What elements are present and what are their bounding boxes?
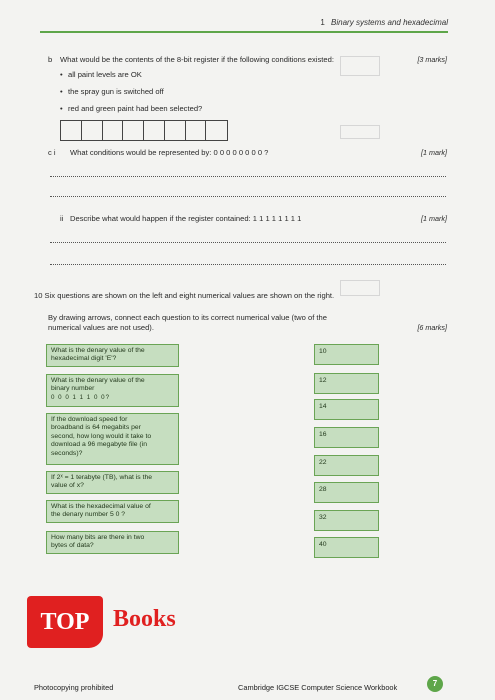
- question-box[interactable]: [46, 531, 179, 554]
- q9ci-marks: [1 mark]: [421, 148, 447, 157]
- value-box[interactable]: 10: [314, 344, 379, 365]
- q10-intro: 10 Six questions are shown on the left and eight numerical values are shown on the right.: [34, 291, 335, 300]
- q9ci-text: What conditions would be represented by: 0 0 0 0 0 0 0 0 ?: [70, 148, 269, 157]
- question-line: seconds)?: [51, 449, 83, 457]
- question-box[interactable]: [46, 344, 179, 367]
- question-line: What is the hexadecimal value of: [51, 503, 151, 510]
- q9b-bullet: • the spray gun is switched off: [68, 87, 164, 97]
- q9b-label: b: [48, 55, 53, 64]
- question-line: bytes of data?: [51, 542, 94, 550]
- register-cell[interactable]: [165, 121, 186, 140]
- q9cii-label: ii: [60, 214, 64, 223]
- chapter-number: 1: [320, 18, 325, 27]
- q9cii-text: Describe what would happen if the register contained: 1 1 1 1 1 1 1 1: [70, 214, 302, 223]
- page-number-badge: 7: [427, 676, 443, 692]
- value-box[interactable]: 28: [314, 482, 379, 503]
- value-box[interactable]: 14: [314, 399, 379, 420]
- question-line: If 2ˣ = 1 terabyte (TB), what is the: [51, 474, 153, 481]
- q9b-bullet: • red and green paint had been selected?: [68, 104, 202, 114]
- question-line: second, how long would it take to: [51, 432, 152, 440]
- question-line: hexadecimal digit 'E'?: [51, 355, 117, 363]
- q10-instruction: By drawing arrows, connect each question to its correct numerical value (two of the: [48, 313, 327, 322]
- logo-books-text: Books: [113, 606, 176, 632]
- question-box[interactable]: [46, 500, 179, 523]
- value-box[interactable]: 16: [314, 427, 379, 448]
- header-rule: [40, 31, 448, 33]
- q9cii-marks: [1 mark]: [421, 214, 447, 223]
- q10-marks: [6 marks]: [417, 323, 447, 332]
- question-box[interactable]: [46, 471, 179, 494]
- question-line: value of x?: [51, 482, 84, 490]
- bleed-through-shape: [340, 56, 380, 76]
- question-line: binary number: [51, 385, 95, 393]
- register-cell[interactable]: [206, 121, 227, 140]
- q9b-text: What would be the contents of the 8-bit register if the following conditions existed:: [60, 55, 334, 64]
- answer-line[interactable]: [50, 196, 446, 197]
- question-line: 0 0 0 1 1 1 0 0?: [51, 393, 111, 401]
- footer-copyright: Photocopying prohibited: [34, 683, 114, 692]
- bleed-through-shape: [340, 280, 380, 296]
- topbooks-watermark-logo: [27, 596, 217, 652]
- chapter-header: [258, 18, 448, 27]
- register-cell[interactable]: [123, 121, 144, 140]
- question-line: download a 96 megabyte file (in: [51, 441, 147, 449]
- register-cell[interactable]: [186, 121, 207, 140]
- question-line: What is the denary value of the: [51, 347, 145, 354]
- question-box[interactable]: [46, 374, 179, 407]
- question-line: If the download speed for: [51, 416, 128, 423]
- register-cell[interactable]: [61, 121, 82, 140]
- answer-line[interactable]: [50, 176, 446, 177]
- question-box[interactable]: [46, 413, 179, 465]
- value-box[interactable]: 32: [314, 510, 379, 531]
- register-answer-boxes[interactable]: [60, 120, 228, 141]
- value-box[interactable]: 12: [314, 373, 379, 394]
- q9b-marks: [3 marks]: [417, 55, 447, 64]
- answer-line[interactable]: [50, 264, 446, 265]
- q9ci-label: c i: [48, 148, 56, 157]
- value-box[interactable]: 40: [314, 537, 379, 558]
- logo-top-badge: TOP: [27, 596, 103, 648]
- register-cell[interactable]: [144, 121, 165, 140]
- bleed-through-shape: [340, 125, 380, 139]
- question-line: broadband is 64 megabits per: [51, 424, 141, 432]
- chapter-title: Binary systems and hexadecimal: [331, 18, 448, 27]
- question-line: the denary number 5 0 ?: [51, 511, 126, 519]
- register-cell[interactable]: [82, 121, 103, 140]
- q10-instruction: numerical values are not used).: [48, 323, 154, 332]
- question-line: How many bits are there in two: [51, 534, 145, 541]
- question-line: What is the denary value of the: [51, 377, 145, 384]
- footer-book-title: Cambridge IGCSE Computer Science Workbook: [238, 683, 398, 692]
- value-box[interactable]: 22: [314, 455, 379, 476]
- answer-line[interactable]: [50, 242, 446, 243]
- q9b-bullet: • all paint levels are OK: [68, 70, 142, 80]
- register-cell[interactable]: [103, 121, 124, 140]
